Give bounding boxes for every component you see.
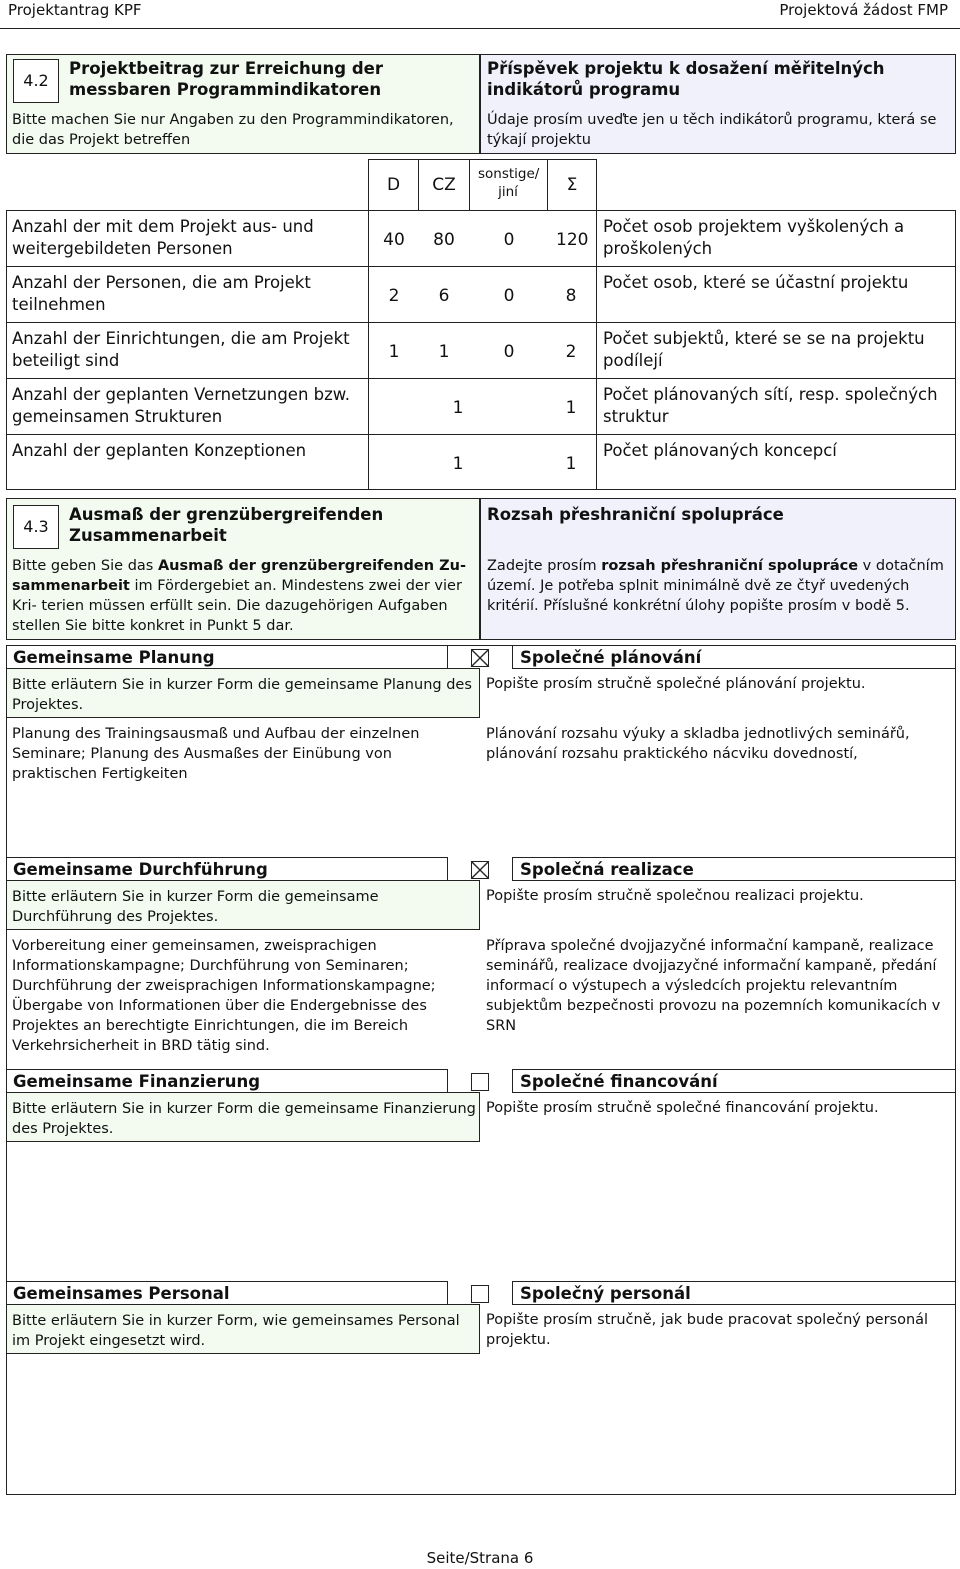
header-left: Projektantrag KPF xyxy=(8,1,142,19)
indicator-row-5-sum: 1 xyxy=(565,454,577,474)
criterion-1-title-de: Gemeinsame Planung xyxy=(13,648,215,667)
criterion-3-answer-de[interactable] xyxy=(12,1148,458,1248)
criterion-1-title-cz: Společné plánování xyxy=(520,648,702,667)
criterion-1-title-de-box xyxy=(6,645,448,669)
criterion-2-prompt-cz: Popište prosím stručně společnou realizaci projektu. xyxy=(486,888,864,904)
indicator-row-3-cz-label: Počet subjektů, které se se na projektu podílejí xyxy=(603,329,925,371)
s42-note-cz: Údaje prosím uveďte jen u těch indikátorů programu, která se týkají projektu xyxy=(487,112,937,148)
criterion-1-answer-cz[interactable]: Plánování rozsahu výuky a skladba jednotlivých seminářů, plánování rozsahu praktického nácviku dovedností, xyxy=(486,726,910,762)
s42-title-de: Projektbeitrag zur Erreichung der messbaren Programmindikatoren xyxy=(69,59,383,100)
criterion-4-answer-cz[interactable] xyxy=(486,1360,948,1480)
criterion-4-title-cz-box xyxy=(512,1281,956,1305)
indicator-row-4-de: Anzahl der geplanten Vernetzungen bzw. gemeinsamen Strukturen xyxy=(12,385,351,427)
criterion-4-title-de-box xyxy=(6,1281,448,1305)
criterion-1-checkbox[interactable] xyxy=(471,649,489,667)
criterion-2-title-de: Gemeinsame Durchführung xyxy=(13,860,268,879)
col-d-label: D xyxy=(386,175,401,195)
indicator-row-3-cz: 1 xyxy=(438,342,450,362)
s43-intro-cz-bold: rozsah přeshraniční spolupráce xyxy=(601,558,859,574)
criterion-2-title-de-box xyxy=(6,857,448,881)
col-cz-label: CZ xyxy=(432,175,456,195)
criterion-3-checkbox[interactable] xyxy=(471,1073,489,1091)
criterion-2-checkbox[interactable] xyxy=(471,861,489,879)
criterion-1-prompt-cz: Popište prosím stručně společné plánování projektu. xyxy=(486,676,866,692)
s42-number: 4.2 xyxy=(13,59,59,103)
criterion-4-checkbox[interactable] xyxy=(471,1285,489,1303)
header-right: Projektová žádost FMP xyxy=(779,1,948,19)
criterion-3-answer-cz[interactable] xyxy=(486,1148,948,1248)
indicator-row-2-de: Anzahl der Personen, die am Projekt teilnehmen xyxy=(12,273,311,315)
s43-number: 4.3 xyxy=(13,505,59,549)
criterion-2-prompt-de: Bitte erläutern Sie in kurzer Form die gemeinsame Durchführung des Projektes. xyxy=(12,889,379,925)
page-number: Seite/Strana 6 xyxy=(426,1549,534,1567)
indicator-row-5-de: Anzahl der geplanten Konzeptionen xyxy=(12,441,307,460)
criterion-3-title-cz-box xyxy=(512,1069,956,1093)
s43-intro-de-2: im Fördergebiet an. Mindestens zwei der vier Kri- terien müssen erfüllt sein. Die dazugehörigen Aufgaben stellen Sie bitte konkret in Punkt 5 dar. xyxy=(12,578,462,634)
indicator-row-4-sum: 1 xyxy=(565,398,577,418)
s43-intro-de xyxy=(12,556,476,636)
col-sum-label: Σ xyxy=(566,175,578,195)
criterion-4-prompt-cz: Popište prosím stručně, jak bude pracovat společný personál projektu. xyxy=(486,1312,929,1348)
col-other-label: sonstige/ jiní xyxy=(478,166,540,201)
criterion-3-prompt-cz: Popište prosím stručně společné financování projektu. xyxy=(486,1100,879,1116)
s43-intro-cz-2: v dotačním území. Je potřeba splnit minimálně dvě ze čtyř uvedených kritérií. Příslušné konkrétní úlohy popište prosím v bodě 5. xyxy=(487,558,944,614)
criterion-1-prompt-de-box xyxy=(6,668,480,718)
header-rule xyxy=(0,28,960,29)
criterion-4-title-cz: Společný personál xyxy=(520,1284,691,1303)
indicator-row-3-d: 1 xyxy=(388,342,400,362)
indicator-row-2-d: 2 xyxy=(388,286,400,306)
indicator-row-1-cz: 80 xyxy=(433,230,455,250)
indicator-row-2-other: 0 xyxy=(503,286,515,306)
indicator-row-1-d: 40 xyxy=(383,230,405,250)
criterion-3-prompt-de: Bitte erläutern Sie in kurzer Form die gemeinsame Finanzierung des Projektes. xyxy=(12,1101,476,1137)
criterion-3-title-de: Gemeinsame Finanzierung xyxy=(13,1072,261,1091)
criterion-3-title-cz: Společné financování xyxy=(520,1072,718,1091)
criterion-4-prompt-de: Bitte erläutern Sie in kurzer Form, wie gemeinsames Personal im Projekt eingesetzt wird. xyxy=(12,1313,460,1349)
criterion-4-answer-de[interactable] xyxy=(12,1360,458,1480)
s42-note-de: Bitte machen Sie nur Angaben zu den Programmindikatoren, die das Projekt betreffen xyxy=(12,112,454,148)
indicator-row-3-sum: 2 xyxy=(565,342,577,362)
s43-intro-de-1: Bitte geben Sie das xyxy=(12,558,158,574)
criterion-2-title-cz-box xyxy=(512,857,956,881)
indicator-row-3-other: 0 xyxy=(503,342,515,362)
criterion-1-title-cz-box xyxy=(512,645,956,669)
criterion-3-title-de-box xyxy=(6,1069,448,1093)
indicator-row-4-cz-label: Počet plánovaných sítí, resp. společných struktur xyxy=(603,385,938,427)
s43-title-cz: Rozsah přeshraniční spolupráce xyxy=(487,505,784,524)
criterion-3-prompt-de-box xyxy=(6,1092,480,1142)
indicator-row-2-cz-label: Počet osob, které se účastní projektu xyxy=(603,273,909,292)
criterion-4-title-de: Gemeinsames Personal xyxy=(13,1284,230,1303)
s43-cz-header xyxy=(480,498,956,640)
indicator-row-3-de: Anzahl der Einrichtungen, die am Projekt beteiligt sind xyxy=(12,329,350,371)
s42-cz-header xyxy=(480,54,956,154)
indicator-row-2-cz: 6 xyxy=(438,286,450,306)
indicator-row-5-cz-label: Počet plánovaných koncepcí xyxy=(603,441,837,460)
indicator-row-1-cz-label: Počet osob projektem vyškolených a proškolených xyxy=(603,217,905,259)
s43-intro-cz-1: Zadejte prosím xyxy=(487,558,602,574)
s43-de-header xyxy=(6,498,480,640)
criterion-4-prompt-de-box xyxy=(6,1304,480,1354)
s43-intro-de-bold: Ausmaß der grenzübergreifenden Zu- sammenarbeit xyxy=(12,558,466,594)
indicator-row-1-de: Anzahl der mit dem Projekt aus- und weitergebildeten Personen xyxy=(12,217,314,259)
criterion-2-title-cz: Společná realizace xyxy=(520,860,694,879)
criterion-2-prompt-de-box xyxy=(6,880,480,930)
indicator-row-5-joint: 1 xyxy=(452,454,464,474)
indicator-row-1-sum: 120 xyxy=(556,230,589,250)
criterion-1-prompt-de: Bitte erläutern Sie in kurzer Form die gemeinsame Planung des Projektes. xyxy=(12,677,472,713)
s43-title-de: Ausmaß der grenzübergreifenden Zusammenarbeit xyxy=(69,505,384,546)
indicator-row-4-joint: 1 xyxy=(452,398,464,418)
s42-de-header xyxy=(6,54,480,154)
criterion-2-answer-de[interactable]: Vorbereitung einer gemeinsamen, zweisprachigen Informationskampagne; Durchführung von Seminaren; Durchführung der zweisprachigen Informationskampagne; Übergabe von Informationen über die Endergebnisse des Projektes an berechtigte Einrichtungen, die im Bereich Verkehrsicherheit in BRD tätig sind. xyxy=(12,938,436,1054)
indicator-row-2-sum: 8 xyxy=(565,286,577,306)
indicator-row-1-other: 0 xyxy=(503,230,515,250)
s42-title-cz: Příspěvek projektu k dosažení měřitelných indikátorů programu xyxy=(487,59,885,100)
criterion-2-answer-cz[interactable]: Příprava společné dvojjazyčné informační kampaně, realizace seminářů, realizace dvojjazyčné informační kampaně, předání informací o výstupech a výsledcích projektu relevantním subjektům bezpečnosti provozu na pozemních komunikacích v SRN xyxy=(486,938,941,1034)
criterion-1-answer-de[interactable]: Planung des Trainingsausmaß und Aufbau der einzelnen Seminare; Planung des Ausmaßes der Einübung von praktischen Fertigkeiten xyxy=(12,726,420,782)
s43-intro-cz xyxy=(487,556,949,616)
